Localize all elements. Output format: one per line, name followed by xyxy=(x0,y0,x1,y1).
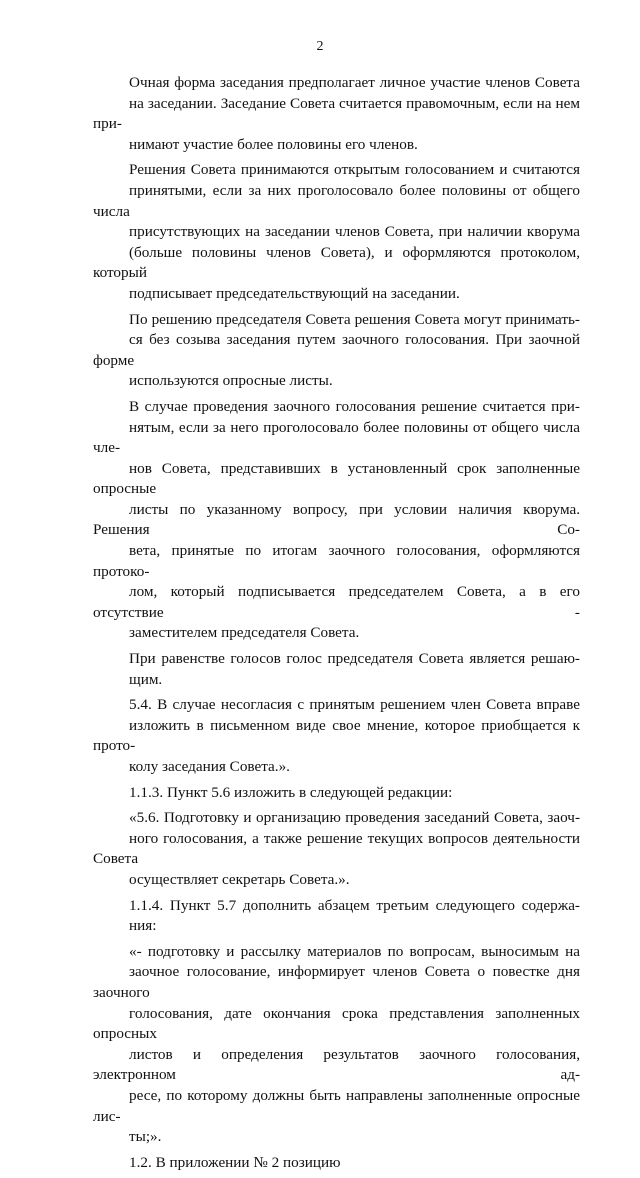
paragraph xyxy=(93,1153,580,1174)
text-line: 1.1.4. Пункт 5.7 дополнить абзацем третьим следующего содержа- xyxy=(129,896,580,914)
paragraph xyxy=(93,649,580,690)
text-line: на заседании. Заседание Совета считается правомочным, если на нем при- xyxy=(93,94,580,133)
paragraph xyxy=(93,310,580,392)
text-line: (больше половины членов Совета), и оформляются протоколом, который xyxy=(93,243,580,282)
text-line: изложить в письменном виде свое мнение, которое приобщается к прото- xyxy=(93,716,580,755)
text-line: нятым, если за него проголосовало более половины от общего числа чле- xyxy=(93,418,580,457)
text-line: При равенстве голосов голос председателя Совета является решаю- xyxy=(129,650,580,668)
text-line: лом, который подписывается председателем Совета, а в его отсутствие - xyxy=(93,583,580,621)
text-line: В случае проведения заочного голосования решение считается при- xyxy=(129,397,580,415)
text-line: 1.2. В приложении № 2 позицию xyxy=(129,1153,341,1171)
text-line: голосования, дате окончания срока представления заполненных опросных xyxy=(93,1004,580,1043)
text-line: колу заседания Совета.». xyxy=(129,758,290,775)
text-line: ты;». xyxy=(129,1128,162,1146)
text-line: заочное голосование, информирует членов Совета о повестке дня заочного xyxy=(93,963,580,1001)
text-line: 5.4. В случае несогласия с принятым решением член Совета вправе xyxy=(129,696,580,714)
paragraph xyxy=(93,783,580,804)
text-line: щим. xyxy=(129,670,163,688)
text-line: используются опросные листы. xyxy=(129,372,333,390)
text-line: осуществляет секретарь Совета.». xyxy=(129,870,350,888)
text-line: принятыми, если за них проголосовало более половины от общего числа xyxy=(93,181,580,220)
text-line: Решения Совета принимаются открытым голосованием и считаются xyxy=(129,161,580,179)
text-line: «5.6. Подготовку и организацию проведения заседаний Совета, заоч- xyxy=(129,809,580,827)
paragraph xyxy=(93,808,580,890)
paragraph xyxy=(93,397,580,644)
page-number: 2 xyxy=(316,39,324,54)
text-line: «- подготовку и рассылку материалов по вопросам, выносимым на xyxy=(129,942,580,960)
text-line: ного голосования, а также решение текущих вопросов деятельности Совета xyxy=(93,829,580,868)
text-line: 1.1.3. Пункт 5.6 изложить в следующей редакции: xyxy=(129,783,453,801)
document-body xyxy=(93,73,580,1178)
text-line: ресе, по которому должны быть направлены заполненные опросные лис- xyxy=(93,1086,580,1125)
paragraph xyxy=(93,160,580,304)
text-line: листы по указанному вопросу, при условии наличия кворума. Решения Со- xyxy=(93,500,580,539)
text-line: По решению председателя Совета решения Совета могут принимать- xyxy=(129,310,580,328)
text-line: нов Совета, представивших в установленный срок заполненные опросные xyxy=(93,459,580,498)
text-line: подписывает председательствующий на заседании. xyxy=(129,284,460,302)
text-line: нимают участие более половины его членов. xyxy=(129,135,418,153)
text-line: заместителем председателя Совета. xyxy=(129,624,360,642)
text-line: присутствующих на заседании членов Совета, при наличии кворума xyxy=(129,223,580,241)
paragraph xyxy=(93,73,580,155)
text-line: вета, принятые по итогам заочного голосования, оформляются протоко- xyxy=(93,542,580,580)
text-line: Очная форма заседания предполагает личное участие членов Совета xyxy=(129,74,580,91)
paragraph xyxy=(93,695,580,777)
paragraph xyxy=(93,942,580,1148)
text-line: ся без созыва заседания путем заочного голосования. При заочной форме xyxy=(93,331,580,369)
paragraph xyxy=(93,896,580,937)
text-line: ния: xyxy=(129,917,157,935)
text-line: листов и определения результатов заочного голосования, электронном ад- xyxy=(93,1045,580,1084)
